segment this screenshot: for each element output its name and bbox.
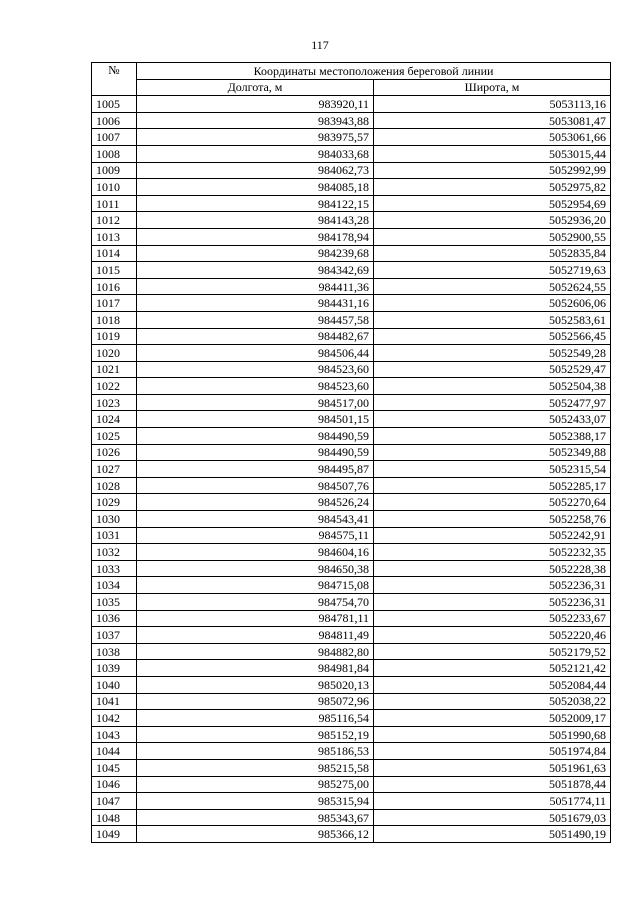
latitude-cell: 5052228,38 [374,560,611,577]
latitude-cell: 5051990,68 [374,726,611,743]
table-row [92,228,611,245]
point-number-cell: 1015 [92,262,137,279]
latitude-cell: 5052433,07 [374,411,611,428]
longitude-cell: 984490,59 [137,444,374,461]
table-row [92,361,611,378]
point-number-cell: 1041 [92,693,137,710]
longitude-cell: 984342,69 [137,262,374,279]
longitude-cell: 985020,13 [137,676,374,693]
latitude-cell: 5052624,55 [374,278,611,295]
point-number-cell: 1042 [92,710,137,727]
point-number-cell: 1044 [92,743,137,760]
latitude-cell: 5052936,20 [374,212,611,229]
table-row [92,594,611,611]
point-number-cell: 1032 [92,544,137,561]
longitude-cell: 985116,54 [137,710,374,727]
table-row [92,494,611,511]
point-number-cell: 1020 [92,345,137,362]
point-number-cell: 1048 [92,809,137,826]
point-number-cell: 1028 [92,477,137,494]
table-row [92,660,611,677]
point-number-cell: 1006 [92,112,137,129]
table-row [92,793,611,810]
longitude-cell: 983975,57 [137,129,374,146]
point-number-cell: 1012 [92,212,137,229]
table-row [92,710,611,727]
table-row [92,511,611,528]
point-number-cell: 1045 [92,759,137,776]
point-number-cell: 1030 [92,511,137,528]
point-number-cell: 1033 [92,560,137,577]
longitude-cell: 984411,36 [137,278,374,295]
longitude-cell: 984062,73 [137,162,374,179]
latitude-cell: 5052504,38 [374,378,611,395]
longitude-cell: 984482,67 [137,328,374,345]
longitude-cell: 984501,15 [137,411,374,428]
latitude-cell: 5053081,47 [374,112,611,129]
latitude-cell: 5052179,52 [374,643,611,660]
longitude-cell: 984033,68 [137,145,374,162]
longitude-cell: 984523,60 [137,378,374,395]
table-row [92,477,611,494]
latitude-cell: 5052258,76 [374,511,611,528]
longitude-cell: 984811,49 [137,627,374,644]
point-number-cell: 1023 [92,394,137,411]
longitude-cell: 985186,53 [137,743,374,760]
latitude-cell: 5052220,46 [374,627,611,644]
header-coordinates-group: Координаты местоположения береговой линии [137,63,611,80]
latitude-cell: 5052529,47 [374,361,611,378]
latitude-cell: 5052242,91 [374,527,611,544]
point-number-cell: 1046 [92,776,137,793]
latitude-cell: 5051679,03 [374,809,611,826]
page-number: 117 [311,38,329,52]
table-row [92,527,611,544]
table-row [92,676,611,693]
point-number-cell: 1040 [92,676,137,693]
longitude-cell: 984575,11 [137,527,374,544]
table-row [92,311,611,328]
latitude-cell: 5052009,17 [374,710,611,727]
latitude-cell: 5052566,45 [374,328,611,345]
point-number-cell: 1035 [92,594,137,611]
longitude-cell: 984457,58 [137,311,374,328]
table-row [92,262,611,279]
point-number-cell: 1037 [92,627,137,644]
latitude-cell: 5052954,69 [374,195,611,212]
point-number-cell: 1021 [92,361,137,378]
point-number-cell: 1034 [92,577,137,594]
latitude-cell: 5052992,99 [374,162,611,179]
point-number-cell: 1029 [92,494,137,511]
point-number-cell: 1013 [92,228,137,245]
table-row [92,759,611,776]
table-row [92,195,611,212]
latitude-cell: 5052606,06 [374,295,611,312]
point-number-cell: 1010 [92,179,137,196]
point-number-cell: 1036 [92,610,137,627]
latitude-cell: 5052349,88 [374,444,611,461]
point-number-cell: 1026 [92,444,137,461]
table-row [92,693,611,710]
point-number-cell: 1011 [92,195,137,212]
table-row [92,627,611,644]
table-row [92,809,611,826]
table-row [92,96,611,113]
longitude-cell: 984526,24 [137,494,374,511]
header-longitude: Долгота, м [137,79,374,96]
longitude-cell: 984650,38 [137,560,374,577]
coordinates-table [91,62,611,843]
table-row [92,112,611,129]
point-number-cell: 1043 [92,726,137,743]
latitude-cell: 5051974,84 [374,743,611,760]
point-number-cell: 1038 [92,643,137,660]
longitude-cell: 984143,28 [137,212,374,229]
longitude-cell: 984981,84 [137,660,374,677]
table-row [92,776,611,793]
point-number-cell: 1014 [92,245,137,262]
table-row [92,743,611,760]
point-number-cell: 1039 [92,660,137,677]
latitude-cell: 5052038,22 [374,693,611,710]
latitude-cell: 5051774,11 [374,793,611,810]
latitude-cell: 5052477,97 [374,394,611,411]
latitude-cell: 5052236,31 [374,594,611,611]
longitude-cell: 985152,19 [137,726,374,743]
table-row [92,411,611,428]
table-row [92,328,611,345]
longitude-cell: 984543,41 [137,511,374,528]
latitude-cell: 5051878,44 [374,776,611,793]
latitude-cell: 5052270,64 [374,494,611,511]
longitude-cell: 984507,76 [137,477,374,494]
table-row [92,560,611,577]
longitude-cell: 984882,80 [137,643,374,660]
table-row [92,726,611,743]
longitude-cell: 984085,18 [137,179,374,196]
header-row-sub [92,79,611,96]
header-number: № [92,63,137,96]
header-latitude: Широта, м [374,79,611,96]
table-row [92,826,611,843]
table-row [92,212,611,229]
latitude-cell: 5051961,63 [374,759,611,776]
longitude-cell: 985366,12 [137,826,374,843]
longitude-cell: 984122,15 [137,195,374,212]
point-number-cell: 1049 [92,826,137,843]
latitude-cell: 5052121,42 [374,660,611,677]
point-number-cell: 1007 [92,129,137,146]
table-row [92,610,611,627]
point-number-cell: 1027 [92,461,137,478]
longitude-cell: 984715,08 [137,577,374,594]
latitude-cell: 5052975,82 [374,179,611,196]
latitude-cell: 5051490,19 [374,826,611,843]
longitude-cell: 985315,94 [137,793,374,810]
table-row [92,577,611,594]
latitude-cell: 5052835,84 [374,245,611,262]
point-number-cell: 1025 [92,428,137,445]
longitude-cell: 983920,11 [137,96,374,113]
latitude-cell: 5052583,61 [374,311,611,328]
table-row [92,179,611,196]
point-number-cell: 1005 [92,96,137,113]
longitude-cell: 984517,00 [137,394,374,411]
point-number-cell: 1008 [92,145,137,162]
table-row [92,378,611,395]
table-row [92,162,611,179]
table-row [92,295,611,312]
longitude-cell: 985215,58 [137,759,374,776]
latitude-cell: 5052236,31 [374,577,611,594]
latitude-cell: 5053113,16 [374,96,611,113]
longitude-cell: 985072,96 [137,693,374,710]
table-row [92,129,611,146]
longitude-cell: 984490,59 [137,428,374,445]
point-number-cell: 1018 [92,311,137,328]
latitude-cell: 5052719,63 [374,262,611,279]
table-row [92,643,611,660]
latitude-cell: 5053015,44 [374,145,611,162]
point-number-cell: 1017 [92,295,137,312]
point-number-cell: 1024 [92,411,137,428]
latitude-cell: 5053061,66 [374,129,611,146]
longitude-cell: 984604,16 [137,544,374,561]
latitude-cell: 5052549,28 [374,345,611,362]
table-row [92,428,611,445]
longitude-cell: 985343,67 [137,809,374,826]
table-row [92,461,611,478]
latitude-cell: 5052084,44 [374,676,611,693]
longitude-cell: 984239,68 [137,245,374,262]
longitude-cell: 985275,00 [137,776,374,793]
longitude-cell: 984523,60 [137,361,374,378]
longitude-cell: 984754,70 [137,594,374,611]
longitude-cell: 984495,87 [137,461,374,478]
longitude-cell: 984178,94 [137,228,374,245]
longitude-cell: 984506,44 [137,345,374,362]
table-row [92,345,611,362]
point-number-cell: 1022 [92,378,137,395]
point-number-cell: 1016 [92,278,137,295]
point-number-cell: 1019 [92,328,137,345]
longitude-cell: 983943,88 [137,112,374,129]
table-row [92,444,611,461]
table-row [92,278,611,295]
latitude-cell: 5052315,54 [374,461,611,478]
latitude-cell: 5052233,67 [374,610,611,627]
header-row-group [92,63,611,80]
point-number-cell: 1009 [92,162,137,179]
latitude-cell: 5052232,35 [374,544,611,561]
point-number-cell: 1047 [92,793,137,810]
table-row [92,145,611,162]
table-body [92,96,611,843]
longitude-cell: 984781,11 [137,610,374,627]
table-row [92,394,611,411]
table-row [92,245,611,262]
point-number-cell: 1031 [92,527,137,544]
table-row [92,544,611,561]
latitude-cell: 5052388,17 [374,428,611,445]
latitude-cell: 5052900,55 [374,228,611,245]
latitude-cell: 5052285,17 [374,477,611,494]
longitude-cell: 984431,16 [137,295,374,312]
